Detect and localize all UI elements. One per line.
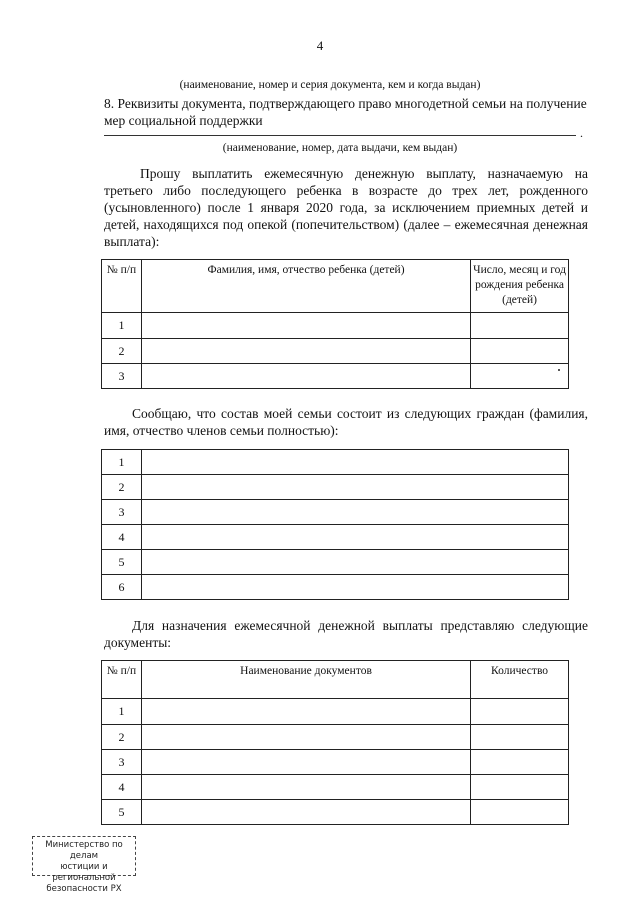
table-row [102, 725, 569, 750]
row-number: 2 [102, 725, 142, 750]
row-number: 1 [102, 450, 142, 475]
family-member-cell[interactable] [141, 550, 568, 575]
child-name-cell[interactable] [141, 339, 470, 364]
row-number: 5 [102, 800, 142, 825]
table-row [102, 699, 569, 725]
row-number: 6 [102, 575, 142, 600]
children-table [101, 259, 569, 389]
document-name-cell[interactable] [141, 800, 470, 825]
table-row [102, 339, 569, 364]
family-paragraph: Сообщаю, что состав моей семьи состоит из следующих граждан (фамилия, имя, отчество членов семьи полностью): [104, 406, 588, 438]
ministry-stamp [32, 836, 136, 894]
row-number: 3 [102, 750, 142, 775]
document-quantity-cell[interactable] [471, 750, 569, 775]
child-birthdate-cell[interactable] [471, 339, 569, 364]
page-number: 4 [316, 38, 324, 53]
table-row [102, 364, 569, 389]
section-8-end-mark: . [580, 126, 583, 140]
row-number: 2 [102, 339, 142, 364]
document-quantity-cell[interactable] [471, 725, 569, 750]
family-table [101, 449, 569, 600]
child-name-cell[interactable] [141, 364, 470, 389]
table-row [102, 475, 569, 500]
document-name-cell[interactable] [141, 750, 470, 775]
table-row [102, 313, 569, 339]
table-row [102, 750, 569, 775]
child-birthdate-cell[interactable] [471, 364, 569, 389]
children-table-header-birthdate: Число, месяц и год рождения ребенка (детей) [471, 260, 569, 313]
document-quantity-cell[interactable] [471, 699, 569, 725]
document-name-cell[interactable] [141, 775, 470, 800]
table-row [102, 800, 569, 825]
stamp-line-3: безопасности РХ [46, 884, 122, 894]
row-number: 4 [102, 525, 142, 550]
table-row [102, 500, 569, 525]
document-caption-top: (наименование, номер и серия документа, кем и когда выдан) [179, 79, 481, 91]
family-member-cell[interactable] [141, 475, 568, 500]
child-name-cell[interactable] [141, 313, 470, 339]
document-name-cell[interactable] [141, 699, 470, 725]
family-member-cell[interactable] [141, 450, 568, 475]
section-8-line-1: 8. Реквизиты документа, подтверждающего право многодетной семьи на получение [104, 96, 587, 111]
documents-table-header-name: Наименование документов [141, 661, 470, 699]
documents-table [101, 660, 569, 825]
row-number: 1 [102, 699, 142, 725]
family-member-cell[interactable] [141, 575, 568, 600]
section-8-caption: (наименование, номер, дата выдачи, кем выдан) [222, 142, 458, 154]
table-row [102, 450, 569, 475]
table-row [102, 575, 569, 600]
section-8-fill-line [104, 135, 576, 136]
documents-paragraph: Для назначения ежемесячной денежной выплаты представляю следующие документы: [104, 618, 588, 650]
documents-table-header-quantity: Количество [471, 661, 569, 699]
row-number: 5 [102, 550, 142, 575]
document-quantity-cell[interactable] [471, 800, 569, 825]
documents-table-header-number: № п/п [102, 661, 142, 699]
row-number: 4 [102, 775, 142, 800]
children-table-header-number: № п/п [102, 260, 142, 313]
child-birthdate-cell[interactable] [471, 313, 569, 339]
request-paragraph: Прошу выплатить ежемесячную денежную выплату, назначаемую на третьего либо последующего ребенка в возрасте до трех лет, рожденного (усыновленного) после 1 января 2020 года, за исключением приемных детей и детей, находящихся под опекой (попечительством) (далее – ежемесячная денежная выплата): [104, 166, 588, 249]
row-number: 3 [102, 500, 142, 525]
row-number: 2 [102, 475, 142, 500]
section-8-line-2: мер социальной поддержки [104, 113, 263, 128]
document-quantity-cell[interactable] [471, 775, 569, 800]
stamp-line-2: юстиции и региональной [52, 862, 116, 883]
scan-speck [558, 369, 560, 371]
children-table-header-name: Фамилия, имя, отчество ребенка (детей) [141, 260, 470, 313]
table-row [102, 775, 569, 800]
family-member-cell[interactable] [141, 500, 568, 525]
row-number: 1 [102, 313, 142, 339]
stamp-line-1: Министерство по делам [45, 840, 123, 861]
document-name-cell[interactable] [141, 725, 470, 750]
row-number: 3 [102, 364, 142, 389]
table-row [102, 525, 569, 550]
table-row [102, 550, 569, 575]
family-member-cell[interactable] [141, 525, 568, 550]
